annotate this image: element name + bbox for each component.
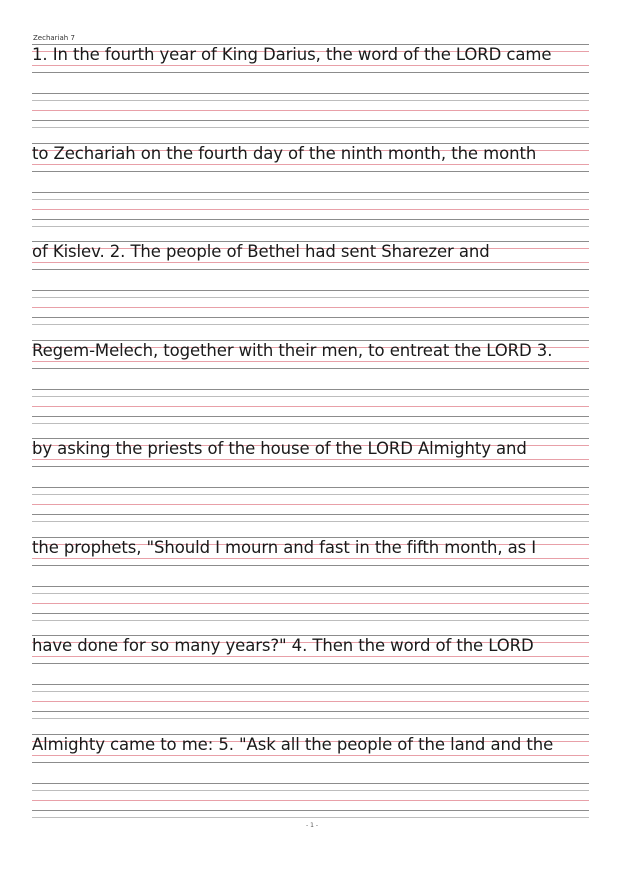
guide-line (32, 307, 589, 308)
trace-text: 1. In the fourth year of King Darius, the word of the LORD came (32, 45, 552, 64)
guide-line (32, 663, 589, 664)
guide-line (32, 389, 589, 390)
guide-line (32, 755, 589, 756)
writing-row (32, 537, 589, 635)
guide-line (32, 416, 589, 417)
guide-line (32, 269, 589, 270)
writing-row (32, 734, 589, 832)
trace-text: by asking the priests of the house of the LORD Almighty and (32, 439, 527, 458)
guide-line (32, 504, 589, 505)
guide-line (32, 487, 589, 488)
guide-line (32, 192, 589, 193)
writing-row (32, 241, 589, 339)
guide-line (32, 127, 589, 128)
writing-row (32, 438, 589, 536)
guide-line (32, 558, 589, 559)
guide-line (32, 297, 589, 298)
guide-line (32, 324, 589, 325)
trace-text: to Zechariah on the fourth day of the ninth month, the month (32, 143, 537, 163)
guide-line (32, 226, 589, 227)
guide-line (32, 565, 589, 566)
guide-line (32, 656, 589, 657)
guide-line (32, 396, 589, 397)
guide-line (32, 800, 589, 801)
writing-row (32, 44, 589, 142)
guide-line (32, 100, 589, 101)
guide-line (32, 164, 589, 165)
guide-line (32, 361, 589, 362)
guide-line (32, 783, 589, 784)
guide-line (32, 603, 589, 604)
writing-row (32, 143, 589, 241)
guide-line (32, 684, 589, 685)
page-number: - 1 - (306, 822, 318, 829)
guide-line (32, 466, 589, 467)
guide-line (32, 613, 589, 614)
guide-line (32, 317, 589, 318)
guide-line (32, 290, 589, 291)
guide-line (32, 586, 589, 587)
guide-line (32, 219, 589, 220)
guide-line (32, 199, 589, 200)
trace-text: the prophets, "Should I mourn and fast in the fifth month, as I (32, 537, 537, 557)
guide-line (32, 93, 589, 94)
guide-line (32, 459, 589, 460)
guide-line (32, 711, 589, 712)
guide-line (32, 423, 589, 424)
guide-line (32, 762, 589, 763)
guide-line (32, 120, 589, 121)
writing-row (32, 340, 589, 438)
guide-line (32, 810, 589, 811)
trace-text: have done for so many years?" 4. Then the word of the LORD (32, 636, 534, 655)
guide-line (32, 209, 589, 210)
guide-line (32, 262, 589, 263)
guide-line (32, 368, 589, 369)
guide-line (32, 521, 589, 522)
guide-line (32, 406, 589, 407)
guide-line (32, 110, 589, 111)
guide-line (32, 593, 589, 594)
guide-line (32, 514, 589, 515)
guide-line (32, 494, 589, 495)
page-header: Zechariah 7 (33, 34, 75, 42)
trace-text: of Kislev. 2. The people of Bethel had sent Sharezer and (32, 242, 490, 261)
guide-line (32, 620, 589, 621)
guide-line (32, 72, 589, 73)
guide-line (32, 171, 589, 172)
writing-row (32, 635, 589, 733)
guide-line (32, 817, 589, 818)
trace-text: Regem-Melech, together with their men, to entreat the LORD 3. (32, 340, 553, 360)
guide-line (32, 718, 589, 719)
trace-text: Almighty came to me: 5. "Ask all the people of the land and the (32, 734, 554, 754)
guide-line (32, 790, 589, 791)
guide-line (32, 701, 589, 702)
guide-line (32, 691, 589, 692)
guide-line (32, 65, 589, 66)
